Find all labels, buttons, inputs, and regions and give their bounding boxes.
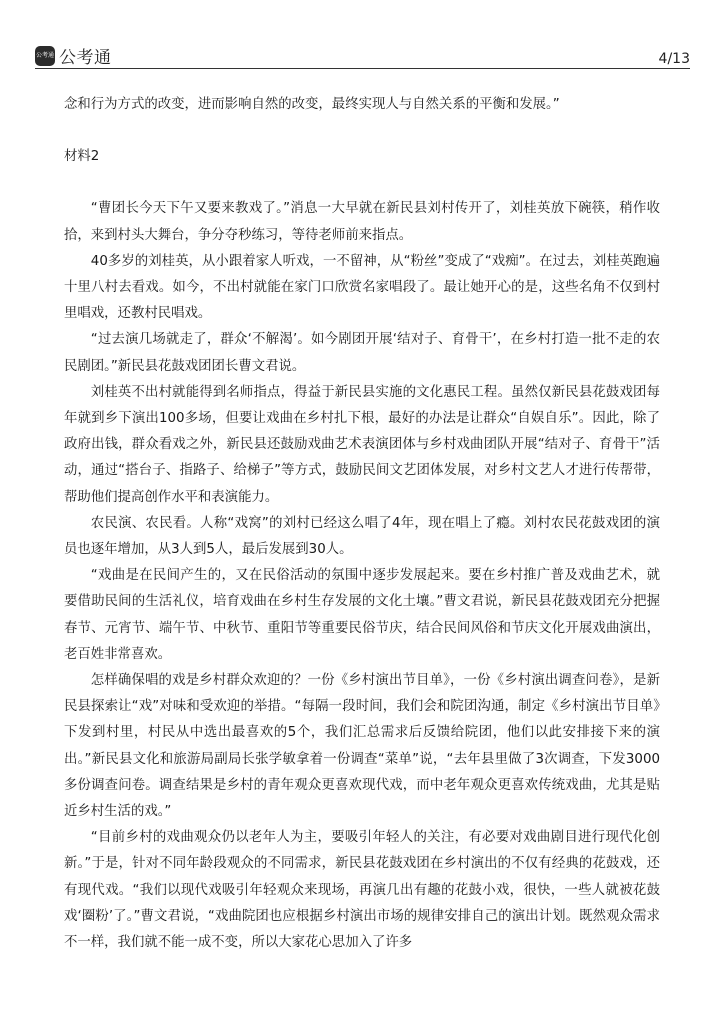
logo-text: 公考通 xyxy=(59,48,112,68)
header-divider xyxy=(35,68,690,69)
paragraph-3: “过去演几场就走了，群众‘不解渴’。如今剧团开展‘结对子、育骨干’，在乡村打造一批不走的农民剧团。”新民县花鼓戏团团长曹文君说。 xyxy=(64,332,660,374)
continuation-paragraph: 念和行为方式的改变，进而影响自然的改变，最终实现人与自然关系的平衡和发展。” xyxy=(64,97,560,112)
paragraph-8: “目前乡村的戏曲观众仍以老年人为主，要吸引年轻人的关注，有必要对戏曲剧目进行现代化创新。”于是，针对不同年龄段观众的不同需求，新民县花鼓戏团在乡村演出的不仅有经典的花鼓戏，还有现代戏。“我们以现代戏吸引年轻观众来现场，再演几出有趣的花鼓小戏，很快，一些人就被花鼓戏‘圈粉’了。”曹文君说，“戏曲院团也应根据乡村演出市场的规律安排自己的演出计划。既然观众需求不一样，我们就不能一成不变，所以大家花心思加入了许多 xyxy=(64,830,660,951)
paragraph-6: “戏曲是在民间产生的，又在民俗活动的氛围中逐步发展起来。要在乡村推广普及戏曲艺术，就要借助民间的生活礼仪，培育戏曲在乡村生存发展的文化土壤。”曹文君说，新民县花鼓戏团充分把握春节、元宵节、端午节、中秋节、重阳节等重要民俗节庆，结合民间风俗和节庆文化开展戏曲演出，老百姓非常喜欢。 xyxy=(64,568,660,662)
logo-icon: 公考通 xyxy=(35,46,55,66)
section-title: 材料2 xyxy=(64,149,100,165)
paragraph-4: 刘桂英不出村就能得到名师指点，得益于新民县实施的文化惠民工程。虽然仅新民县花鼓戏团每年就到乡下演出100多场，但要让戏曲在乡村扎下根，最好的办法是让群众“自娱自乐”。因此，除了政府出钱，群众看戏之外，新民县还鼓励戏曲艺术表演团体与乡村戏曲团队开展“结对子、育骨干”活动，通过“搭台子、指路子、给梯子”等方式，鼓励民间文艺团体发展，对乡村文艺人才进行传帮带，帮助他们提高创作水平和表演能力。 xyxy=(64,384,660,505)
page-header xyxy=(35,43,690,69)
logo xyxy=(35,43,112,68)
paragraph-1: “曹团长今天下午又要来教戏了。”消息一大早就在新民县刘村传开了，刘桂英放下碗筷，稍作收拾，来到村头大舞台，争分夺秒练习，等待老师前来指点。 xyxy=(64,201,660,243)
document-body xyxy=(64,92,660,956)
paragraph-7: 怎样确保唱的戏是乡村群众欢迎的？一份《乡村演出节目单》，一份《乡村演出调查问卷》，是新民县探索让“戏”对味和受欢迎的举措。“每隔一段时间，我们会和院团沟通，制定《乡村演出节目单》下发到村里，村民从中选出最喜欢的5个，我们汇总需求后反馈给院团，他们以此安排接下来的演出。”新民县文化和旅游局副局长张学敏拿着一份调查“菜单”说，“去年县里做了3次调查，下发3000多份调查问卷。调查结果是乡村的青年观众更喜欢现代戏，而中老年观众更喜欢传统戏曲，尤其是贴近乡村生活的戏。” xyxy=(64,673,660,820)
paragraph-5: 农民演、农民看。人称“戏窝”的刘村已经这么唱了4年，现在唱上了瘾。刘村农民花鼓戏团的演员也逐年增加，从3人到5人，最后发展到30人。 xyxy=(64,515,660,558)
page-number: 4/13 xyxy=(658,51,690,67)
paragraph-2: 40多岁的刘桂英，从小跟着家人听戏，一不留神，从“粉丝”变成了“戏痴”。在过去，刘桂英跑遍十里八村去看戏。如今，不出村就能在家门口欣赏名家唱段了。最让她开心的是，这些名角不仅到村里唱戏，还教村民唱戏。 xyxy=(64,253,660,322)
